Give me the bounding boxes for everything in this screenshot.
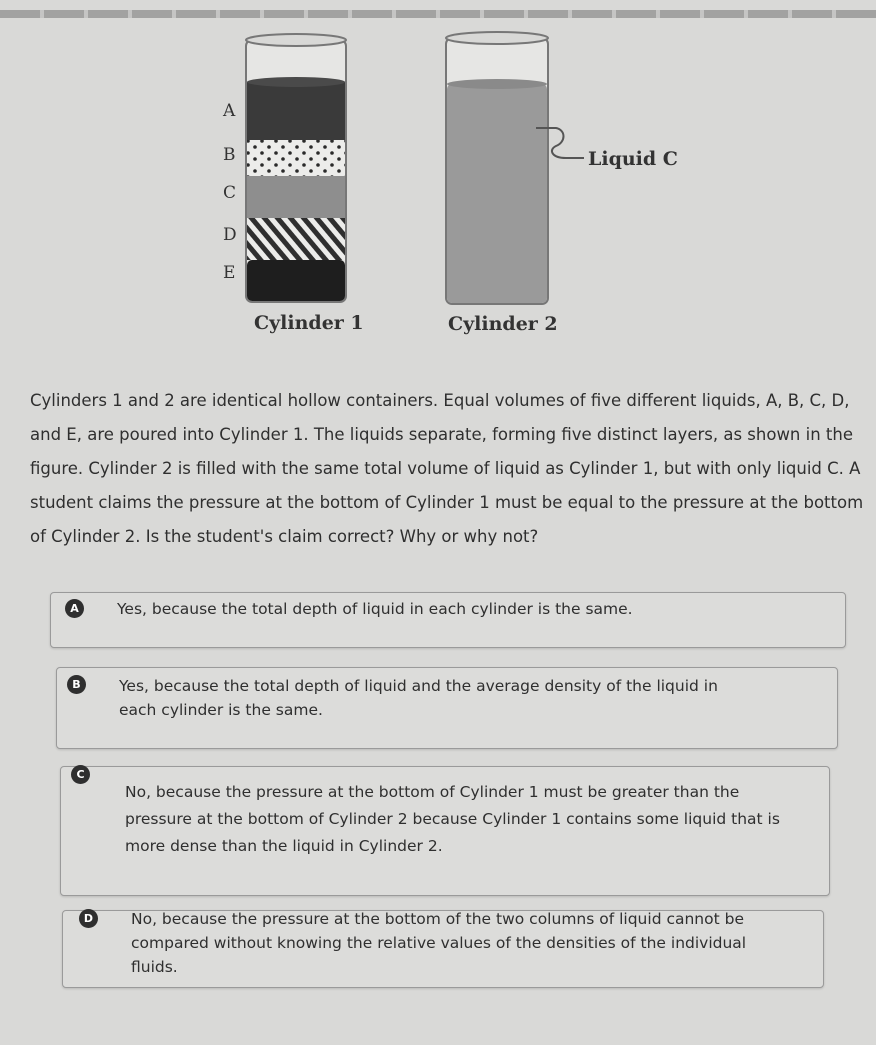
layer-label-e: E — [223, 263, 236, 283]
layer-d — [247, 218, 345, 260]
choice-a[interactable] — [50, 592, 846, 648]
choice-d[interactable] — [62, 910, 824, 988]
choice-b[interactable] — [56, 667, 838, 749]
cylinder-1 — [246, 34, 346, 302]
cylinder-2-caption: Cylinder 2 — [448, 313, 558, 335]
choice-c-text: No, because the pressure at the bottom of Cylinder 1 must be greater than the pressure at the bottom of Cylinder 2 because Cylinder 1 contains some liquid that is more dense than the liquid in Cylinder 2. — [125, 783, 780, 855]
liquid-c-fill — [447, 84, 547, 303]
choice-a-text: Yes, because the total depth of liquid in each cylinder is the same. — [117, 600, 633, 618]
choice-c[interactable] — [60, 766, 830, 896]
choice-b-text: Yes, because the total depth of liquid and the average density of the liquid in each cylinder is the same. — [119, 677, 718, 719]
layer-label-d: D — [223, 225, 237, 245]
layer-label-c: C — [223, 183, 237, 203]
layer-c — [247, 176, 345, 218]
choice-d-text: No, because the pressure at the bottom of the two columns of liquid cannot be compared without knowing the relative values of the densities of the individual fluids. — [131, 910, 747, 976]
cylinder-1-caption: Cylinder 1 — [254, 312, 364, 334]
choice-c-badge: C — [71, 765, 90, 784]
liquid-c-label: Liquid C — [588, 148, 678, 170]
choice-b-badge: B — [67, 675, 86, 694]
choice-a-badge: A — [65, 599, 84, 618]
layer-e — [247, 260, 345, 301]
layer-label-b: B — [223, 145, 236, 165]
question-text: Cylinders 1 and 2 are identical hollow containers. Equal volumes of five different liquids, A, B, C, D, and E, are poured into Cylinder 1. The liquids separate, forming five distinct layers, as shown in the figure. Cylinder 2 is filled with the same total volume of liquid as Cylinder 1, but with only liquid C. A student claims the pressure at the bottom of Cylinder 1 must be equal to the pressure at the bottom of Cylinder 2. Is the student's claim correct? Why or why not? — [30, 391, 864, 546]
cylinder-2 — [446, 32, 548, 304]
choice-d-badge: D — [79, 909, 98, 928]
layer-a — [247, 82, 345, 140]
layer-b — [247, 140, 345, 176]
cylinders-drawing — [0, 0, 876, 360]
layer-label-a: A — [223, 101, 236, 121]
cylinders-figure — [0, 0, 876, 360]
